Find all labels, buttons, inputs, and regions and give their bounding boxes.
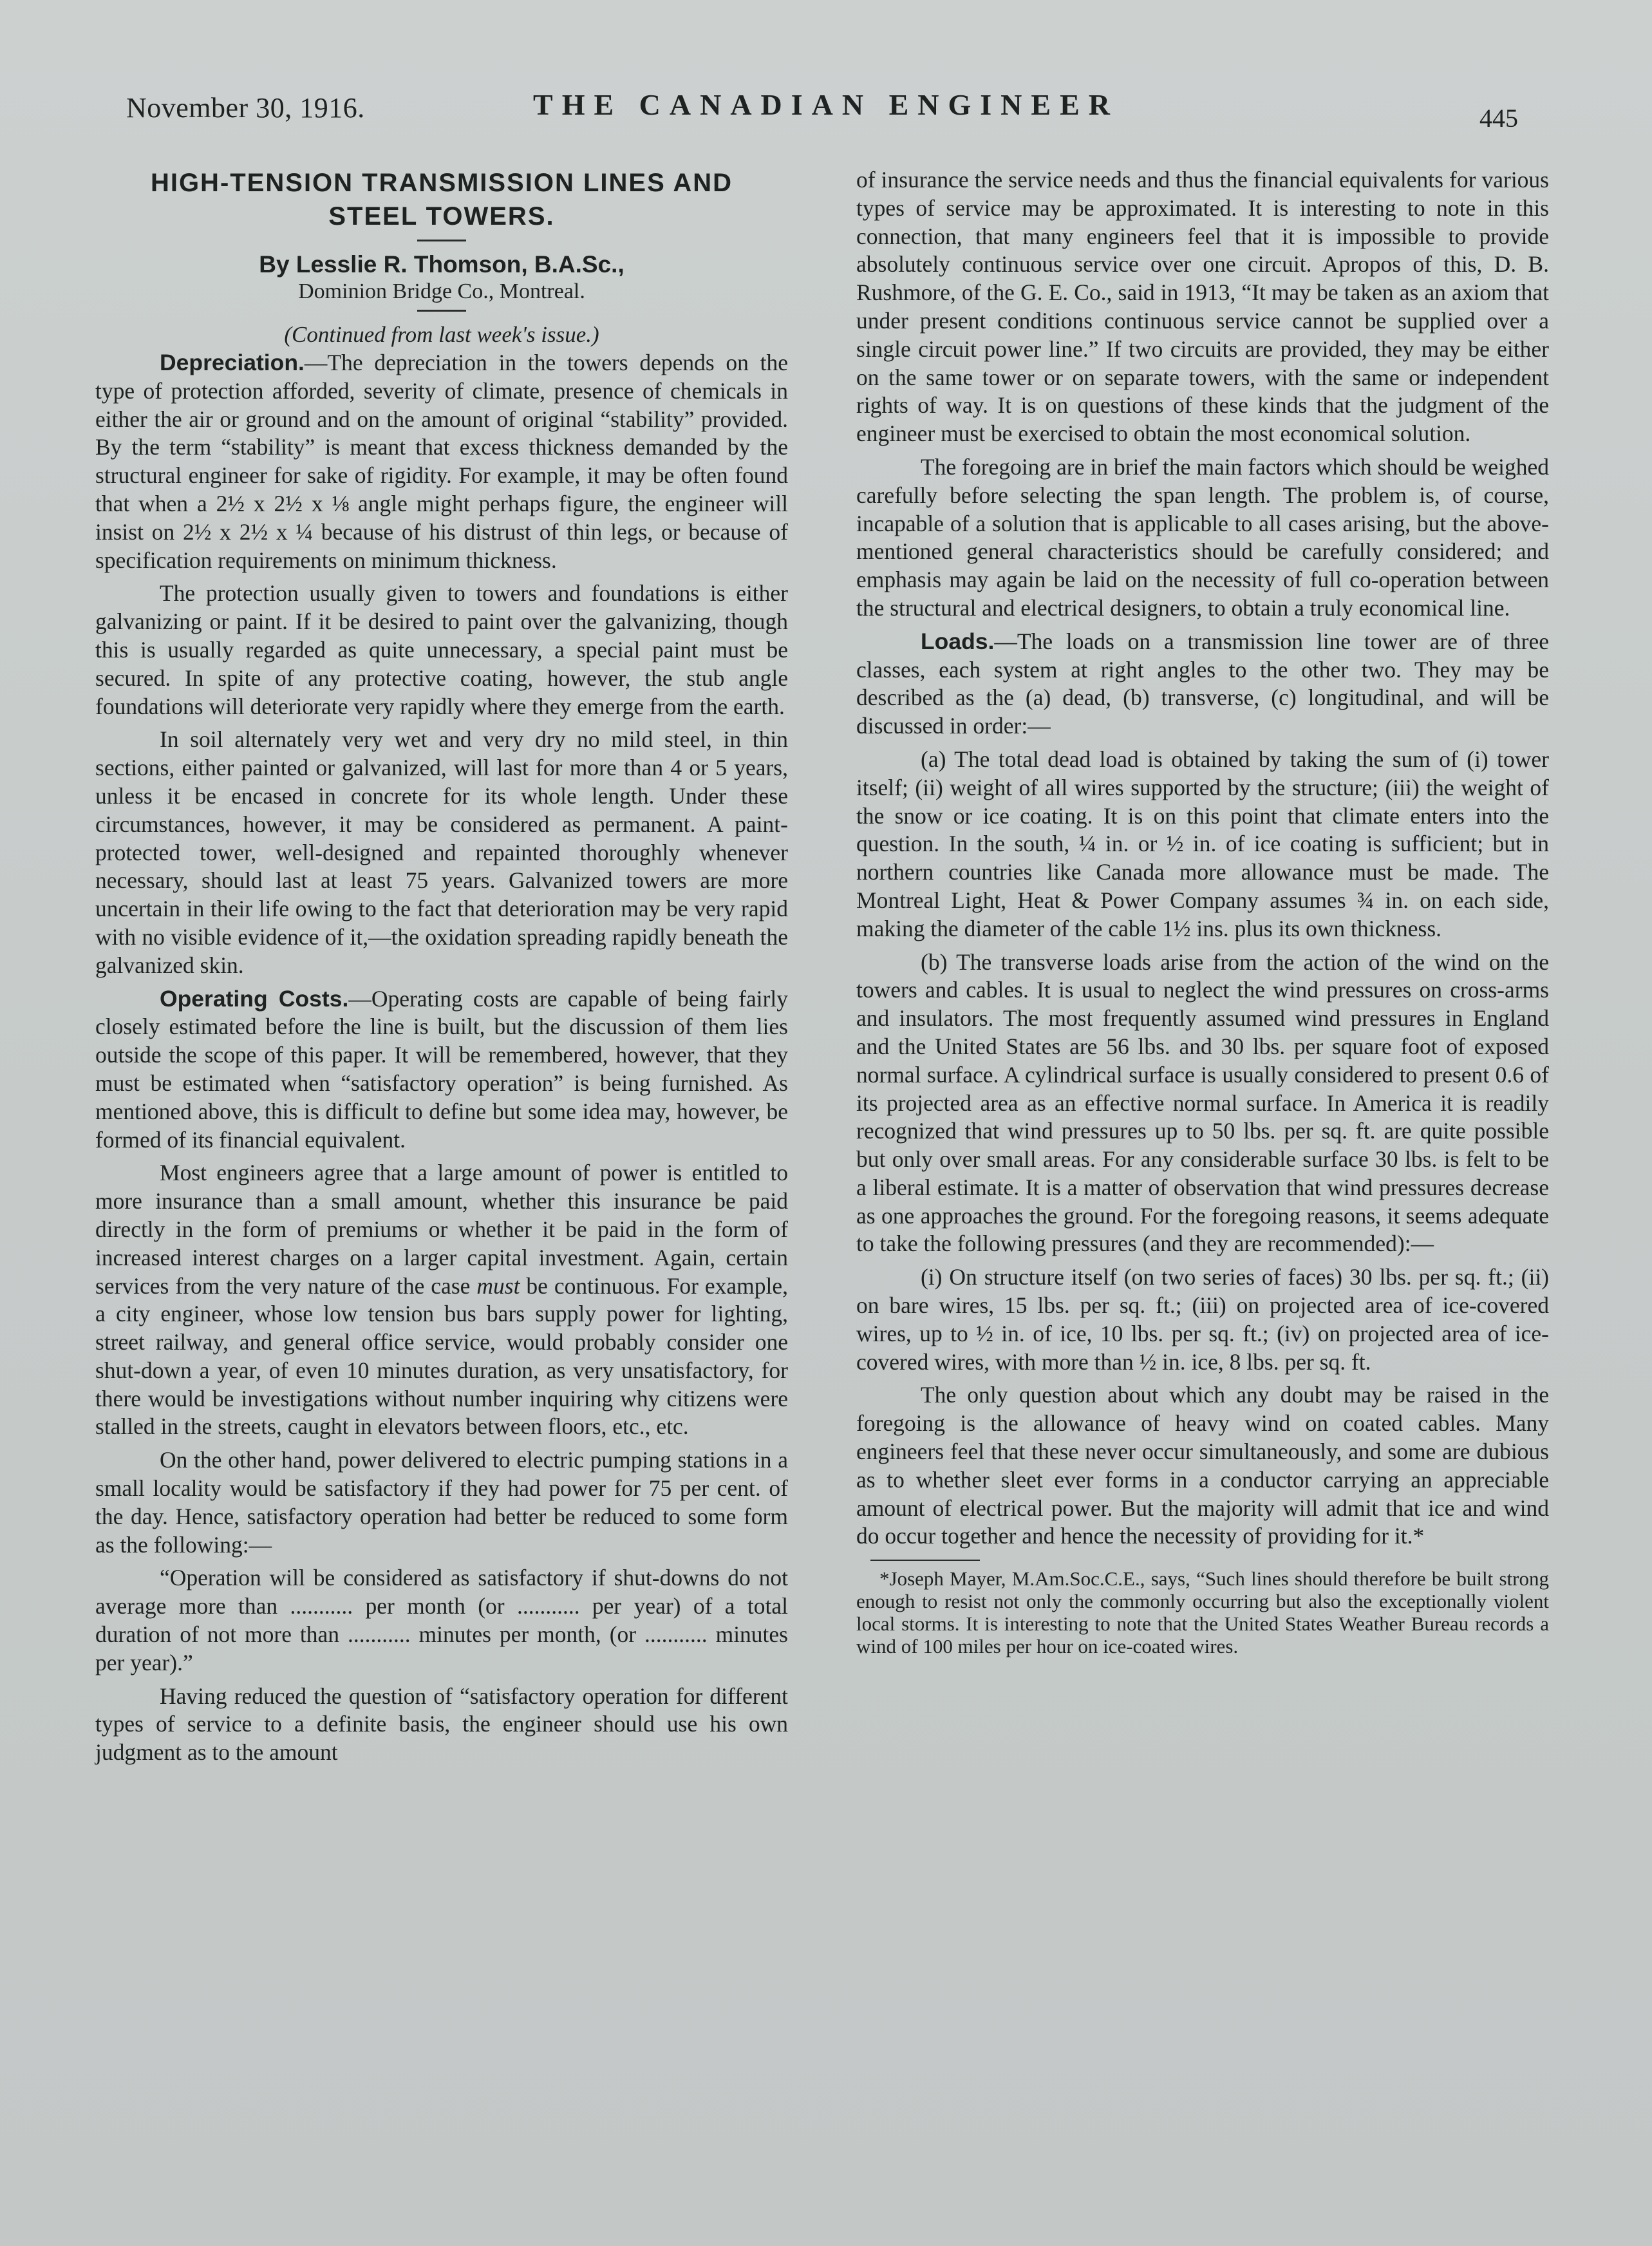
author-byline: By Lesslie R. Thomson, B.A.Sc., xyxy=(259,251,624,278)
paragraph-dead-load: (a) The total dead load is obtained by taking the sum of (i) tower itself; (ii) weight of all wires supported by the structure; (iii) the weight of the snow or ice coating. It is on this point that climate enters into the question. In the south, ¼ in. or ½ in. of ice coating is sufficient; but in northern countries like Canada more allowance must be made. The Montreal Light, Heat & Power Company assumes ¾ in. on each side, making the diameter of the cable 1½ ins. plus its own thickness. xyxy=(856,746,1549,941)
paragraph-pressure-list: (i) On structure itself (on two series of faces) 30 lbs. per sq. ft.; (ii) on bare wires, 15 lbs. per sq. ft.; (iii) on projected area of ice-covered wires, up to ½ in. of ice, 10 lbs. per sq. ft.; (iv) on projected area of ice-covered wires, with more than ½ in. ice, 8 lbs. per sq. ft. xyxy=(856,1264,1549,1375)
paragraph-operating-costs xyxy=(95,985,788,1155)
paragraph-loads xyxy=(856,628,1549,741)
paragraph-text: be continuous. For example, a city engineer, whose low tension bus bars supply power for lighting, street railway, and general office service, would probably consider one shut-down a year, of even 10 minutes duration, as very unsatisfactory, for there would be investigations without number inquiring why citizens were stalled in the streets, caught in elevators between floors, etc., etc. xyxy=(95,1272,788,1440)
paragraph-text: Most engineers agree that a large amount of power is entitled to more insurance than a small amount, whether this insurance be paid directly in the form of premiums or whether it be paid in the form of increased interest charges on a larger capital investment. Again, certain services from the very nature of the case xyxy=(95,1160,788,1299)
paragraph-soil: In soil alternately very wet and very dry no mild steel, in thin sections, either painted or galvanized, will last for more than 4 or 5 years, unless it be encased in concrete for its whole length. Under these circumstances, however, it may be considered as permanent. A paint-protected tower, well-designed and repainted thoroughly whenever necessary, should last at least 75 years. Galvanized towers are more uncertain in their life owing to the fact that deterioration may be very rapid with no visible evidence of it,—the oxidation spreading rapidly beneath the galvanized skin. xyxy=(95,726,788,978)
byline-rule xyxy=(417,310,466,312)
emphasis-word: must xyxy=(476,1272,520,1299)
continued-note: (Continued from last week's issue.) xyxy=(284,322,599,347)
paragraph-span-length: The foregoing are in brief the main factors which should be weighed carefully before selecting the span length. The problem is, of course, incapable of a solution that is applicable to all cases arising, but the above-mentioned general characteristics should be carefully considered; and emphasis may again be laid on the necessity of full co-operation between the structural and electrical designers, to obtain a truly economical line. xyxy=(856,453,1549,621)
paragraph-judgment: Having reduced the question of “satisfactory operation for different types of service to a definite basis, the engineer should use his own judgment as to the amount xyxy=(95,1683,788,1766)
title-rule xyxy=(417,240,466,241)
paragraph-protection: The protection usually given to towers and foundations is either galvanizing or paint. If it be desired to paint over the galvanizing, though this is usually regarded as quite unnecessary, a special paint must be secured. In spite of any protective coating, however, the stub angle foundations will deteriorate very rapidly where they emerge from the earth. xyxy=(95,580,788,719)
footnote-rule xyxy=(870,1560,980,1561)
article-title xyxy=(95,166,788,233)
paragraph-depreciation xyxy=(95,349,788,574)
paragraph-text: —The loads on a transmission line tower are of three classes, each system at right angles to the other two. They may be described as the (a) dead, (b) transverse, (c) longitudinal, and will be discussed in order:— xyxy=(856,628,1549,739)
paragraph-text: —The depreciation in the towers depends on the type of protection afforded, severity of climate, presence of chemicals in either the air or ground and on the amount of original “stability” provided. By the term “stability” is meant that excess thickness demanded by the structural engineer for sake of rigidity. For example, it may be often found that when a 2½ x 2½ x ⅛ angle might perhaps figure, the engineer will insist on 2½ x 2½ x ¼ because of his distrust of thin legs, or because of specification requirements on minimum thickness. xyxy=(95,350,788,573)
journal-title: THE CANADIAN ENGINEER xyxy=(533,88,1119,121)
paragraph-insurance-continued: of insurance the service needs and thus the financial equivalents for various types of service may be approximated. It is interesting to note in this connection, that many engineers feel that it is impossible to provide absolutely continuous service over one circuit. Apropos of this, D. B. Rushmore, of the G. E. Co., said in 1913, “It may be taken as an axiom that under present conditions continuous service cannot be supplied over a single circuit power line.” If two circuits are provided, they may be either on the same tower or on separate towers, with the same or independent rights of way. It is on questions of these kinds that the judgment of the engineer must be exercised to obtain the most economical solution. xyxy=(856,167,1549,447)
section-heading-depreciation: Depreciation. xyxy=(160,350,305,375)
section-heading-operating-costs: Operating Costs. xyxy=(160,985,349,1012)
article-title-line-1: HIGH-TENSION TRANSMISSION LINES AND xyxy=(150,169,733,197)
paragraph-text: —Operating costs are capable of being fairly closely estimated before the line is built, but the discussion of them lies outside the scope of this paper. It will be remembered, however, that they must be estimated when “satisfactory operation” is being furnished. As mentioned above, this is difficult to define but some idea may, however, be formed of its financial equivalent. xyxy=(95,985,788,1153)
article-title-line-2: STEEL TOWERS. xyxy=(328,202,555,231)
paragraph-pumping-stations: On the other hand, power delivered to electric pumping stations in a small locality would be satisfactory if they had power for 75 per cent. of the day. Hence, satisfactory operation had better be reduced to some form as the following:— xyxy=(95,1447,788,1558)
section-heading-loads: Loads. xyxy=(921,628,995,654)
issue-date: November 30, 1916. xyxy=(126,92,365,124)
paragraph-operation-definition: “Operation will be considered as satisfactory if shut-downs do not average more than ........... per month (or ........... per year) of a total duration of not more than ........... minutes per month, (or ........... minutes per year).” xyxy=(95,1565,788,1675)
paragraph-transverse-loads: (b) The transverse loads arise from the action of the wind on the towers and cables. It is usual to neglect the wind pressures on cross-arms and insulators. The most frequently assumed wind pressures in England and the United States are 56 lbs. and 30 lbs. per square foot of exposed normal surface. A cylindrical surface is usually considered to present 0.6 of its projected area as an effective normal surface. In America it is readily recognized that wind pressures up to 50 lbs. per sq. ft. are quite possible but only over small areas. For any considerable surface 30 lbs. is felt to be a liberal estimate. It is a matter of observation that wind pressures decrease as one approaches the ground. For the foregoing reasons, it seems adequate to take the following pressures (and they are recommended):— xyxy=(856,948,1549,1257)
page-number: 445 xyxy=(1479,104,1518,133)
paragraph-insurance xyxy=(95,1159,788,1441)
author-affiliation: Dominion Bridge Co., Montreal. xyxy=(298,279,585,303)
right-column xyxy=(856,166,1549,1657)
left-column xyxy=(95,166,788,1772)
footnote: *Joseph Mayer, M.Am.Soc.C.E., says, “Such lines should therefore be built strong enough to resist not only the commonly occurring but also the exceptionally violent local storms. It is interesting to note that the United States Weather Bureau records a wind of 100 miles per hour on ice-coated wires. xyxy=(856,1567,1549,1658)
paragraph-heavy-wind: The only question about which any doubt may be raised in the foregoing is the allowance of heavy wind on coated cables. Many engineers feel that these never occur simultaneously, and some are dubious as to whether sleet ever forms in a conductor carrying an appreciable amount of electrical power. But the majority will admit that ice and wind do occur together and hence the necessity of providing for it.* xyxy=(856,1382,1549,1549)
